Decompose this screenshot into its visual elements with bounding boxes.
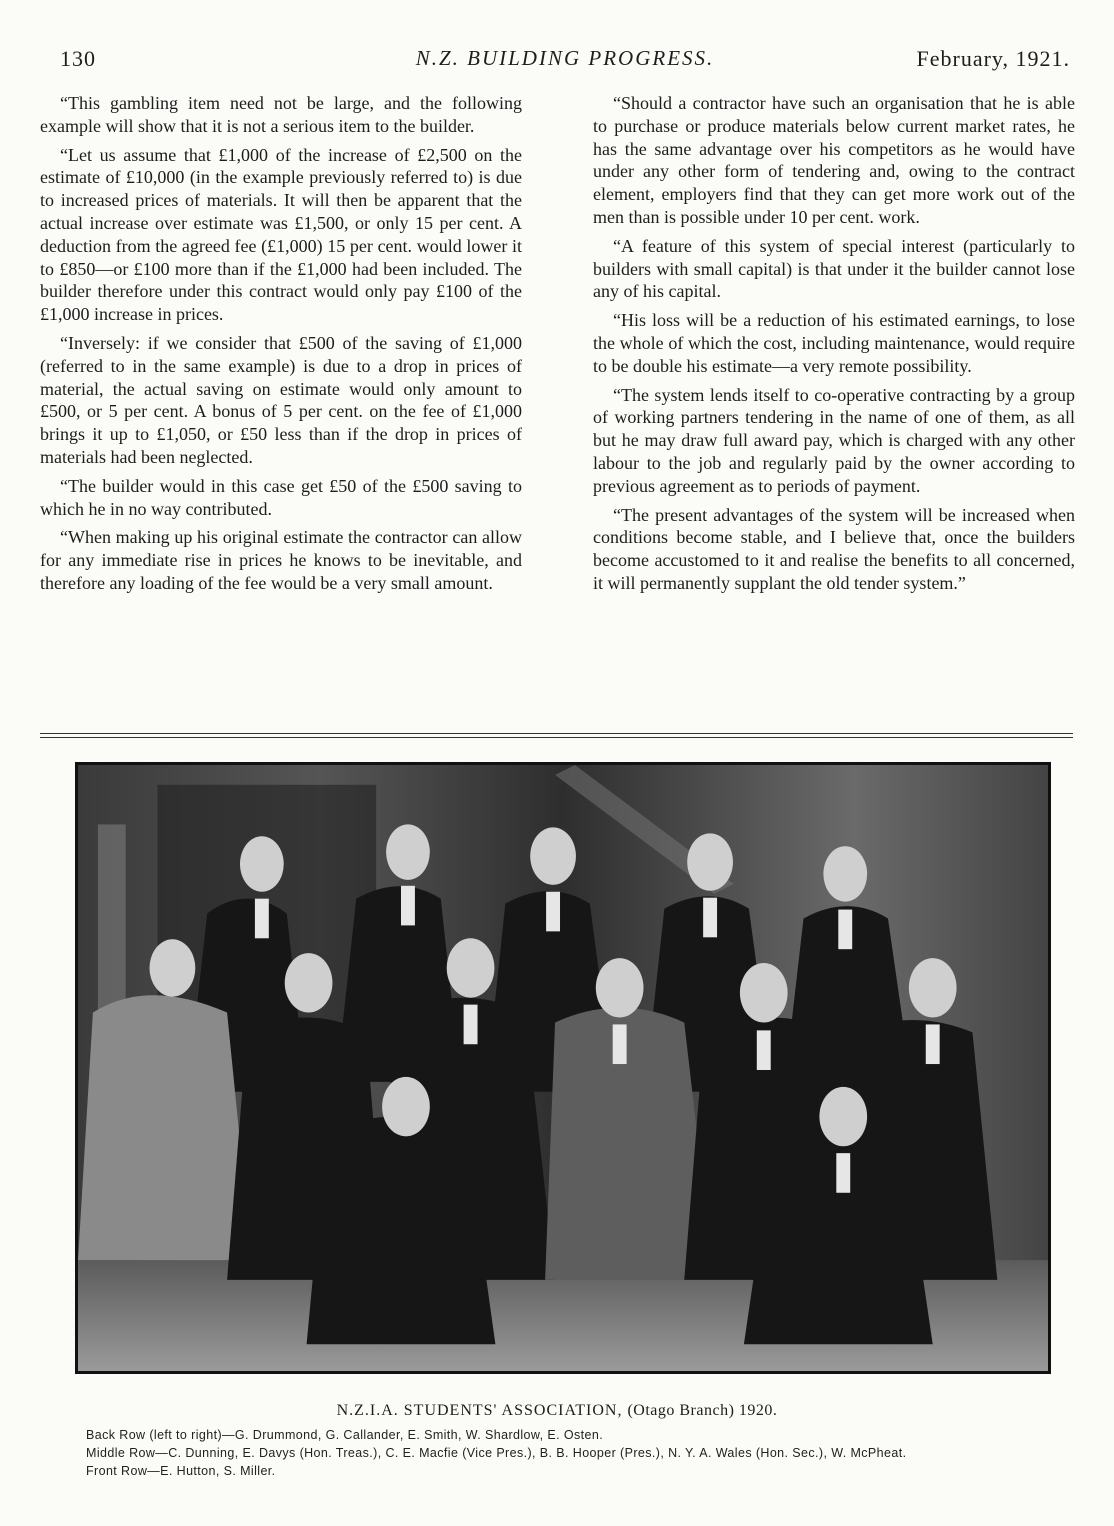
right-column [593,92,1075,601]
paragraph: “The builder would in this case get £50 of the £500 saving to which he in no way contributed. [40,475,522,519]
caption-heading: N.Z.I.A. STUDENTS' ASSOCIATION, [336,1402,623,1419]
issue-date: February, 1921. [916,46,1070,71]
group-photograph [75,762,1051,1374]
paragraph: “Let us assume that £1,000 of the increase of £2,500 on the estimate of £10,000 (in the example previously referred to) is due to increased prices of materials. It will then be apparent that the actual increase over estimate was £1,500, or only 15 per cent. A deduction from the agreed fee (£1,000) 15 per cent. would lower it to £850—or £100 more than if the £1,000 had been included. The builder therefore under this contract would only pay £100 of the £1,000 increase in prices. [40,144,522,325]
paragraph: “A feature of this system of special interest (particularly to builders with small capital) is that under it the builder cannot lose any of his capital. [593,235,1075,302]
left-column [40,92,522,601]
paragraph: “His loss will be a reduction of his estimated earnings, to lose the whole of which the cost, including maintenance, would require to be double his estimate—a very remote possibility. [593,310,1075,376]
paragraph: “Should a contractor have such an organisation that he is able to purchase or produce materials below current market rates, he has the same advantage over his competitors as he would have under any other form of tendering and, owing to the contract element, employers find that they can get more work out of the men than is possible under 10 per cent. work. [593,93,1075,227]
page-number: 130 [60,46,96,71]
middle-row-names: Middle Row—C. Dunning, E. Davys (Hon. Treas.), C. E. Macfie (Vice Pres.), B. B. Hooper (Pres.), N. Y. A. Wales (Hon. Sec.), W. McPheat. [86,1446,907,1460]
paragraph: “The system lends itself to co-operative contracting by a group of working partners tendering in the name of one of them, as all but he may draw full award pay, which is charged with any other labour to the job and regularly paid by the owner according to previous agreement as to periods of payment. [593,384,1075,496]
back-row-names: Back Row (left to right)—G. Drummond, G. Callander, E. Smith, W. Shardlow, E. Osten. [86,1428,604,1442]
divider-rule [40,737,1073,738]
photo-caption-title [0,1402,1114,1420]
caption-branch: (Otago Branch) 1920. [627,1402,778,1419]
magazine-title: N.Z. BUILDING PROGRESS. [415,46,715,70]
divider-rule [40,733,1073,734]
paragraph: “The present advantages of the system will be increased when conditions become stable, and I believe that, once the builders become accustomed to it and realise the benefits to all concerned, it will permanently supplant the old tender system.” [593,504,1075,593]
paragraph: “When making up his original estimate the contractor can allow for any immediate rise in prices he knows to be inevitable, and therefore any loading of the fee would be a very small amount. [40,527,522,593]
front-row-names: Front Row—E. Hutton, S. Miller. [86,1464,276,1478]
photo-illustration [78,765,1048,1371]
paragraph: “Inversely: if we consider that £500 of the saving of £1,000 (referred to in the same example) is due to a drop in prices of material, the actual saving on estimate would only amount to £500, or 5 per cent. A bonus of 5 per cent. on the fee of £1,000 brings it up to £1,050, or £50 less than if the drop in prices of materials had been neglected. [40,332,522,467]
page-header [60,46,1070,76]
paragraph: “This gambling item need not be large, and the following example will show that it is not a serious item to the builder. [40,93,522,136]
